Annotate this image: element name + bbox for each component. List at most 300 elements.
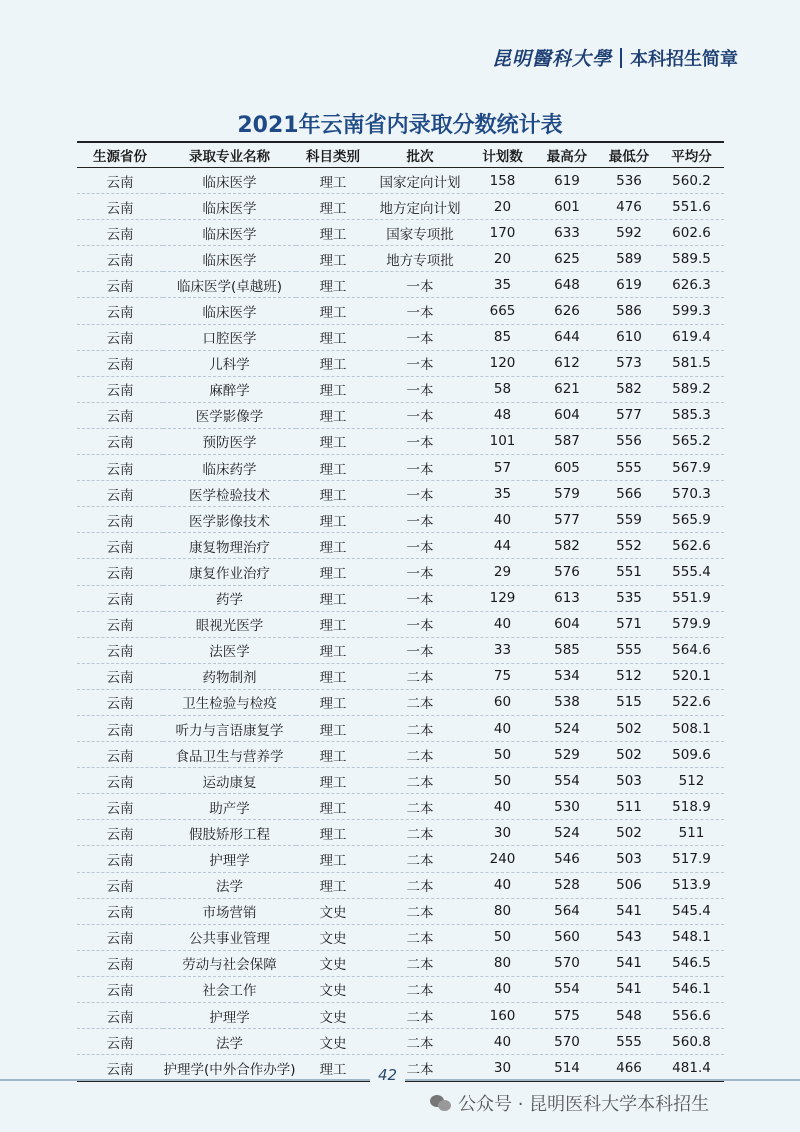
cell-subject: 文史 xyxy=(296,924,370,950)
cell-batch: 一本 xyxy=(370,585,470,611)
cell-min: 586 xyxy=(599,298,659,324)
cell-avg: 555.4 xyxy=(659,559,724,585)
cell-batch: 一本 xyxy=(370,559,470,585)
cell-batch: 一本 xyxy=(370,272,470,298)
table-row xyxy=(77,1029,724,1055)
cell-plan: 240 xyxy=(470,846,535,872)
cell-max: 538 xyxy=(535,689,599,715)
cell-plan: 160 xyxy=(470,1003,535,1029)
cell-avg: 517.9 xyxy=(659,846,724,872)
table-row xyxy=(77,768,724,794)
col-header-min: 最低分 xyxy=(599,142,659,168)
cell-max: 530 xyxy=(535,794,599,820)
cell-major: 劳动与社会保障 xyxy=(163,950,296,976)
cell-plan: 60 xyxy=(470,689,535,715)
cell-min: 535 xyxy=(599,585,659,611)
cell-max: 644 xyxy=(535,324,599,350)
cell-batch: 一本 xyxy=(370,481,470,507)
cell-min: 502 xyxy=(599,820,659,846)
cell-major: 护理学 xyxy=(163,1003,296,1029)
cell-avg: 556.6 xyxy=(659,1003,724,1029)
cell-batch: 二本 xyxy=(370,846,470,872)
cell-subject: 理工 xyxy=(296,820,370,846)
cell-min: 566 xyxy=(599,481,659,507)
cell-province: 云南 xyxy=(77,376,163,402)
cell-province: 云南 xyxy=(77,298,163,324)
col-header-plan: 计划数 xyxy=(470,142,535,168)
cell-batch: 二本 xyxy=(370,950,470,976)
watermark xyxy=(430,1090,709,1116)
cell-max: 524 xyxy=(535,715,599,741)
cell-plan: 29 xyxy=(470,559,535,585)
cell-subject: 理工 xyxy=(296,794,370,820)
cell-avg: 589.2 xyxy=(659,376,724,402)
cell-max: 613 xyxy=(535,585,599,611)
cell-max: 534 xyxy=(535,663,599,689)
cell-avg: 565.9 xyxy=(659,507,724,533)
cell-province: 云南 xyxy=(77,272,163,298)
page-number: 42 xyxy=(370,1066,405,1084)
cell-province: 云南 xyxy=(77,455,163,481)
cell-max: 546 xyxy=(535,846,599,872)
cell-subject: 理工 xyxy=(296,1055,370,1082)
cell-batch: 一本 xyxy=(370,637,470,663)
cell-province: 云南 xyxy=(77,611,163,637)
cell-plan: 40 xyxy=(470,507,535,533)
cell-province: 云南 xyxy=(77,1029,163,1055)
cell-max: 625 xyxy=(535,246,599,272)
cell-avg: 560.8 xyxy=(659,1029,724,1055)
cell-min: 502 xyxy=(599,715,659,741)
table-row xyxy=(77,742,724,768)
cell-province: 云南 xyxy=(77,533,163,559)
cell-min: 610 xyxy=(599,324,659,350)
cell-province: 云南 xyxy=(77,324,163,350)
col-header-subject: 科目类别 xyxy=(296,142,370,168)
cell-province: 云南 xyxy=(77,768,163,794)
cell-major: 卫生检验与检疫 xyxy=(163,689,296,715)
cell-batch: 地方专项批 xyxy=(370,246,470,272)
cell-max: 604 xyxy=(535,611,599,637)
cell-batch: 二本 xyxy=(370,794,470,820)
cell-min: 541 xyxy=(599,898,659,924)
cell-min: 536 xyxy=(599,168,659,194)
cell-batch: 二本 xyxy=(370,872,470,898)
cell-avg: 522.6 xyxy=(659,689,724,715)
table-row xyxy=(77,350,724,376)
cell-min: 511 xyxy=(599,794,659,820)
cell-min: 619 xyxy=(599,272,659,298)
cell-max: 626 xyxy=(535,298,599,324)
cell-province: 云南 xyxy=(77,1055,163,1082)
cell-plan: 30 xyxy=(470,1055,535,1082)
cell-subject: 理工 xyxy=(296,376,370,402)
cell-subject: 理工 xyxy=(296,663,370,689)
cell-subject: 文史 xyxy=(296,898,370,924)
cell-subject: 理工 xyxy=(296,194,370,220)
cell-avg: 548.1 xyxy=(659,924,724,950)
cell-subject: 理工 xyxy=(296,402,370,428)
cell-subject: 理工 xyxy=(296,220,370,246)
cell-plan: 158 xyxy=(470,168,535,194)
cell-subject: 理工 xyxy=(296,585,370,611)
cell-avg: 585.3 xyxy=(659,402,724,428)
header-divider xyxy=(620,48,622,68)
cell-province: 云南 xyxy=(77,846,163,872)
cell-major: 医学影像技术 xyxy=(163,507,296,533)
cell-province: 云南 xyxy=(77,976,163,1002)
cell-major: 临床医学 xyxy=(163,246,296,272)
cell-avg: 546.5 xyxy=(659,950,724,976)
cell-avg: 581.5 xyxy=(659,350,724,376)
cell-province: 云南 xyxy=(77,663,163,689)
cell-plan: 170 xyxy=(470,220,535,246)
cell-batch: 二本 xyxy=(370,898,470,924)
cell-major: 假肢矫形工程 xyxy=(163,820,296,846)
cell-min: 543 xyxy=(599,924,659,950)
cell-batch: 国家定向计划 xyxy=(370,168,470,194)
col-header-batch: 批次 xyxy=(370,142,470,168)
cell-province: 云南 xyxy=(77,1003,163,1029)
table-row xyxy=(77,402,724,428)
cell-avg: 626.3 xyxy=(659,272,724,298)
cell-max: 621 xyxy=(535,376,599,402)
cell-province: 云南 xyxy=(77,428,163,454)
cell-major: 社会工作 xyxy=(163,976,296,1002)
cell-batch: 一本 xyxy=(370,533,470,559)
watermark-text: 公众号 · 昆明医科大学本科招生 xyxy=(458,1094,710,1115)
cell-major: 康复作业治疗 xyxy=(163,559,296,585)
cell-subject: 理工 xyxy=(296,324,370,350)
cell-plan: 20 xyxy=(470,246,535,272)
cell-major: 临床药学 xyxy=(163,455,296,481)
cell-min: 503 xyxy=(599,846,659,872)
cell-subject: 理工 xyxy=(296,872,370,898)
cell-subject: 理工 xyxy=(296,611,370,637)
table-row xyxy=(77,924,724,950)
table-row xyxy=(77,272,724,298)
school-logo-text: 昆明醫科大學 xyxy=(491,48,612,70)
cell-avg: 508.1 xyxy=(659,715,724,741)
cell-batch: 一本 xyxy=(370,428,470,454)
cell-major: 食品卫生与营养学 xyxy=(163,742,296,768)
cell-subject: 理工 xyxy=(296,559,370,585)
cell-avg: 512 xyxy=(659,768,724,794)
table-row xyxy=(77,950,724,976)
cell-province: 云南 xyxy=(77,481,163,507)
cell-min: 559 xyxy=(599,507,659,533)
cell-plan: 30 xyxy=(470,820,535,846)
cell-min: 512 xyxy=(599,663,659,689)
cell-plan: 50 xyxy=(470,924,535,950)
col-header-avg: 平均分 xyxy=(659,142,724,168)
cell-batch: 地方定向计划 xyxy=(370,194,470,220)
cell-min: 502 xyxy=(599,742,659,768)
cell-subject: 理工 xyxy=(296,637,370,663)
cell-province: 云南 xyxy=(77,715,163,741)
table-header-row xyxy=(77,142,724,168)
table-row xyxy=(77,846,724,872)
cell-province: 云南 xyxy=(77,559,163,585)
cell-max: 564 xyxy=(535,898,599,924)
cell-max: 529 xyxy=(535,742,599,768)
cell-avg: 565.2 xyxy=(659,428,724,454)
cell-avg: 546.1 xyxy=(659,976,724,1002)
cell-min: 573 xyxy=(599,350,659,376)
table-row xyxy=(77,220,724,246)
cell-max: 576 xyxy=(535,559,599,585)
cell-max: 648 xyxy=(535,272,599,298)
cell-province: 云南 xyxy=(77,637,163,663)
cell-province: 云南 xyxy=(77,585,163,611)
cell-province: 云南 xyxy=(77,507,163,533)
cell-plan: 129 xyxy=(470,585,535,611)
cell-subject: 理工 xyxy=(296,246,370,272)
cell-avg: 509.6 xyxy=(659,742,724,768)
cell-batch: 二本 xyxy=(370,820,470,846)
cell-max: 601 xyxy=(535,194,599,220)
cell-subject: 文史 xyxy=(296,950,370,976)
cell-province: 云南 xyxy=(77,898,163,924)
cell-subject: 理工 xyxy=(296,768,370,794)
cell-plan: 80 xyxy=(470,898,535,924)
cell-avg: 579.9 xyxy=(659,611,724,637)
cell-max: 579 xyxy=(535,481,599,507)
table-row xyxy=(77,507,724,533)
cell-subject: 理工 xyxy=(296,846,370,872)
cell-min: 555 xyxy=(599,637,659,663)
cell-plan: 50 xyxy=(470,742,535,768)
admission-score-table xyxy=(77,141,724,1082)
cell-plan: 48 xyxy=(470,402,535,428)
table-title: 2021年云南省内录取分数统计表 xyxy=(237,113,563,138)
cell-plan: 40 xyxy=(470,794,535,820)
cell-major: 临床医学 xyxy=(163,220,296,246)
cell-subject: 理工 xyxy=(296,689,370,715)
cell-plan: 120 xyxy=(470,350,535,376)
cell-subject: 理工 xyxy=(296,350,370,376)
cell-batch: 一本 xyxy=(370,402,470,428)
cell-batch: 二本 xyxy=(370,742,470,768)
cell-batch: 二本 xyxy=(370,1055,470,1082)
table-row xyxy=(77,820,724,846)
cell-plan: 40 xyxy=(470,715,535,741)
table-body xyxy=(77,168,724,1082)
cell-major: 听力与言语康复学 xyxy=(163,715,296,741)
cell-max: 577 xyxy=(535,507,599,533)
cell-avg: 564.6 xyxy=(659,637,724,663)
cell-major: 口腔医学 xyxy=(163,324,296,350)
cell-major: 市场营销 xyxy=(163,898,296,924)
cell-plan: 20 xyxy=(470,194,535,220)
cell-subject: 理工 xyxy=(296,298,370,324)
cell-min: 571 xyxy=(599,611,659,637)
cell-avg: 511 xyxy=(659,820,724,846)
cell-plan: 665 xyxy=(470,298,535,324)
cell-max: 612 xyxy=(535,350,599,376)
cell-max: 570 xyxy=(535,950,599,976)
cell-min: 582 xyxy=(599,376,659,402)
table-row xyxy=(77,168,724,194)
cell-province: 云南 xyxy=(77,194,163,220)
cell-avg: 599.3 xyxy=(659,298,724,324)
cell-major: 预防医学 xyxy=(163,428,296,454)
cell-min: 577 xyxy=(599,402,659,428)
cell-plan: 35 xyxy=(470,481,535,507)
cell-province: 云南 xyxy=(77,350,163,376)
cell-subject: 理工 xyxy=(296,272,370,298)
table-row xyxy=(77,533,724,559)
cell-major: 临床医学 xyxy=(163,168,296,194)
cell-max: 514 xyxy=(535,1055,599,1082)
cell-plan: 58 xyxy=(470,376,535,402)
table-row xyxy=(77,376,724,402)
table-row xyxy=(77,976,724,1002)
cell-province: 云南 xyxy=(77,924,163,950)
cell-province: 云南 xyxy=(77,246,163,272)
cell-major: 临床医学 xyxy=(163,298,296,324)
cell-min: 552 xyxy=(599,533,659,559)
cell-plan: 40 xyxy=(470,872,535,898)
cell-province: 云南 xyxy=(77,950,163,976)
cell-province: 云南 xyxy=(77,742,163,768)
cell-batch: 二本 xyxy=(370,663,470,689)
cell-province: 云南 xyxy=(77,689,163,715)
cell-batch: 国家专项批 xyxy=(370,220,470,246)
cell-avg: 619.4 xyxy=(659,324,724,350)
cell-min: 556 xyxy=(599,428,659,454)
table-row xyxy=(77,872,724,898)
table-row xyxy=(77,559,724,585)
cell-avg: 570.3 xyxy=(659,481,724,507)
cell-province: 云南 xyxy=(77,820,163,846)
cell-max: 587 xyxy=(535,428,599,454)
cell-major: 法学 xyxy=(163,872,296,898)
cell-plan: 40 xyxy=(470,611,535,637)
table-row xyxy=(77,298,724,324)
cell-avg: 481.4 xyxy=(659,1055,724,1082)
cell-max: 582 xyxy=(535,533,599,559)
cell-min: 592 xyxy=(599,220,659,246)
cell-batch: 一本 xyxy=(370,298,470,324)
cell-major: 医学影像学 xyxy=(163,402,296,428)
cell-batch: 一本 xyxy=(370,455,470,481)
cell-min: 555 xyxy=(599,455,659,481)
table-row xyxy=(77,611,724,637)
cell-min: 466 xyxy=(599,1055,659,1082)
cell-max: 619 xyxy=(535,168,599,194)
table-row xyxy=(77,637,724,663)
cell-major: 法学 xyxy=(163,1029,296,1055)
cell-major: 助产学 xyxy=(163,794,296,820)
cell-batch: 二本 xyxy=(370,1029,470,1055)
cell-major: 法医学 xyxy=(163,637,296,663)
cell-max: 528 xyxy=(535,872,599,898)
cell-min: 541 xyxy=(599,976,659,1002)
cell-max: 575 xyxy=(535,1003,599,1029)
cell-min: 515 xyxy=(599,689,659,715)
cell-major: 药学 xyxy=(163,585,296,611)
cell-plan: 57 xyxy=(470,455,535,481)
cell-min: 541 xyxy=(599,950,659,976)
table-row xyxy=(77,1003,724,1029)
cell-major: 儿科学 xyxy=(163,350,296,376)
cell-plan: 50 xyxy=(470,768,535,794)
cell-major: 护理学(中外合作办学) xyxy=(163,1055,296,1082)
cell-min: 589 xyxy=(599,246,659,272)
cell-plan: 33 xyxy=(470,637,535,663)
table-row xyxy=(77,794,724,820)
cell-plan: 35 xyxy=(470,272,535,298)
cell-subject: 理工 xyxy=(296,428,370,454)
cell-max: 560 xyxy=(535,924,599,950)
cell-major: 麻醉学 xyxy=(163,376,296,402)
wechat-icon xyxy=(430,1093,452,1113)
cell-subject: 文史 xyxy=(296,1029,370,1055)
cell-batch: 一本 xyxy=(370,376,470,402)
cell-plan: 40 xyxy=(470,1029,535,1055)
table-row xyxy=(77,481,724,507)
cell-min: 476 xyxy=(599,194,659,220)
cell-major: 临床医学(卓越班) xyxy=(163,272,296,298)
table-row xyxy=(77,689,724,715)
page-header xyxy=(492,44,738,71)
cell-plan: 101 xyxy=(470,428,535,454)
col-header-max: 最高分 xyxy=(535,142,599,168)
cell-min: 548 xyxy=(599,1003,659,1029)
cell-province: 云南 xyxy=(77,402,163,428)
cell-batch: 二本 xyxy=(370,924,470,950)
cell-min: 506 xyxy=(599,872,659,898)
cell-subject: 理工 xyxy=(296,168,370,194)
cell-major: 运动康复 xyxy=(163,768,296,794)
cell-plan: 80 xyxy=(470,950,535,976)
cell-major: 公共事业管理 xyxy=(163,924,296,950)
cell-avg: 562.6 xyxy=(659,533,724,559)
cell-min: 555 xyxy=(599,1029,659,1055)
cell-avg: 518.9 xyxy=(659,794,724,820)
cell-subject: 理工 xyxy=(296,533,370,559)
cell-plan: 40 xyxy=(470,976,535,1002)
cell-max: 570 xyxy=(535,1029,599,1055)
cell-batch: 二本 xyxy=(370,976,470,1002)
cell-batch: 二本 xyxy=(370,768,470,794)
table-row xyxy=(77,246,724,272)
table-row xyxy=(77,194,724,220)
col-header-province: 生源省份 xyxy=(77,142,163,168)
cell-avg: 567.9 xyxy=(659,455,724,481)
cell-province: 云南 xyxy=(77,794,163,820)
cell-max: 604 xyxy=(535,402,599,428)
cell-avg: 520.1 xyxy=(659,663,724,689)
cell-batch: 一本 xyxy=(370,324,470,350)
cell-batch: 一本 xyxy=(370,350,470,376)
cell-max: 554 xyxy=(535,768,599,794)
cell-batch: 二本 xyxy=(370,689,470,715)
cell-batch: 一本 xyxy=(370,611,470,637)
cell-max: 633 xyxy=(535,220,599,246)
cell-avg: 560.2 xyxy=(659,168,724,194)
cell-subject: 文史 xyxy=(296,976,370,1002)
cell-plan: 85 xyxy=(470,324,535,350)
cell-max: 605 xyxy=(535,455,599,481)
cell-avg: 551.9 xyxy=(659,585,724,611)
cell-plan: 44 xyxy=(470,533,535,559)
cell-subject: 理工 xyxy=(296,715,370,741)
cell-subject: 理工 xyxy=(296,455,370,481)
cell-max: 524 xyxy=(535,820,599,846)
header-subtitle: 本科招生简章 xyxy=(630,48,738,70)
